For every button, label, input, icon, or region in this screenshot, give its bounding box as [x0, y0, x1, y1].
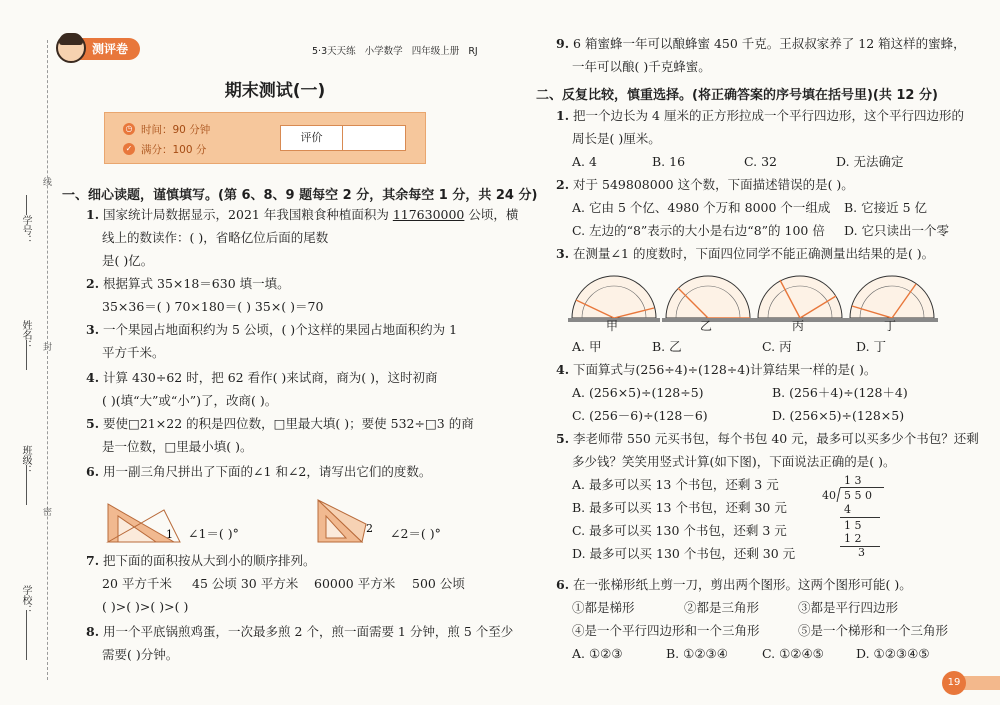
s1-q1-line2: 线上的数读作：( )，省略亿位后面的尾数	[102, 230, 329, 245]
s2-q4-option-b[interactable]: B. (256＋4)÷(128＋4)	[772, 385, 908, 400]
division-dividend: 5 5 0	[844, 489, 872, 502]
s1-q4-line1	[86, 370, 438, 386]
protractor-label-jia: 甲	[606, 319, 619, 333]
s1-q4-line2: ( )(填“大”或“小”)了，改商( )。	[102, 393, 278, 408]
s2-q1-text: 把一个边长为 4 厘米的正方形拉成一个平行四边形，这个平行四边形的	[573, 108, 964, 123]
angle-1-answer: ∠1＝( )°	[188, 526, 239, 541]
s1-q9-line1	[556, 36, 966, 52]
s1-q9-text: 6 箱蜜蜂一年可以酿蜂蜜 450 千克。王叔叔家养了 12 箱这样的蜜蜂，	[573, 36, 966, 51]
s2-q1-option-c[interactable]: C. 32	[744, 154, 777, 169]
angle-2-figure	[314, 494, 384, 546]
section-2-title: 二、反复比较，慎重选择。(将正确答案的序号填在括号里)(共 12 分)	[536, 88, 938, 103]
protractor-bing	[754, 276, 846, 322]
protractor-label-yi: 乙	[700, 319, 713, 333]
s2-q6-line1	[556, 577, 912, 593]
division-step-3: 1 2	[844, 532, 862, 545]
s1-q7-line1	[86, 553, 316, 569]
s1-q7-item-3: 60000 平方米	[314, 576, 396, 591]
s1-q8-line2: 需要( )分钟。	[102, 647, 179, 662]
s2-q2-option-a[interactable]: A. 它由 5 个亿、4980 个万和 8000 个一组成	[572, 200, 831, 215]
s1-q6-text: 用一副三角尺拼出了下面的∠1 和∠2，请写出它们的度数。	[103, 464, 432, 479]
s2-q6-number: 6.	[556, 577, 570, 592]
full-score: 满分：100 分	[141, 144, 207, 156]
s1-q8-text: 用一个平底锅煎鸡蛋，一次最多煎 2 个，煎一面需要 1 分钟，煎 5 个至少	[103, 624, 514, 639]
protractor-ding	[846, 276, 938, 322]
division-divisor: 40	[822, 489, 836, 502]
s2-q1-number: 1.	[556, 108, 570, 123]
seal-glyph-seal: 封	[43, 343, 53, 353]
s1-q3-line1	[86, 322, 457, 338]
s1-q2-line2: 35×36＝( ) 70×180＝( ) 35×( )＝70	[102, 299, 324, 314]
division-step-2: 1 5	[844, 519, 862, 532]
s2-q3-line1	[556, 246, 934, 262]
s1-q9-line2: 一年可以酿( )千克蜂蜜。	[572, 59, 711, 74]
s2-q1-option-a[interactable]: A. 4	[572, 154, 597, 169]
s2-q2-option-b[interactable]: B. 它接近 5 亿	[844, 200, 928, 215]
time-limit: 时间：90 分钟	[141, 124, 211, 136]
s1-q6-number: 6.	[86, 464, 100, 479]
page-number: 19	[942, 671, 966, 695]
s2-q5-option-d[interactable]: D. 最多可以买 130 个书包，还剩 30 元	[572, 546, 796, 561]
s1-q5-number: 5.	[86, 416, 100, 431]
division-bar	[840, 487, 884, 488]
s1-q1-text-b: 公顷，横	[464, 207, 519, 222]
angle-2-answer: ∠2＝( )°	[390, 526, 441, 541]
s1-q5-line2: 是一位数，□里最小填( )。	[102, 439, 253, 454]
s2-q2-option-d[interactable]: D. 它只读出一个零	[844, 223, 950, 238]
s1-q7-answer-line: ( )>( )>( )>( )	[102, 599, 189, 614]
s1-q9-number: 9.	[556, 36, 570, 51]
s2-q3-option-b[interactable]: B. 乙	[652, 339, 682, 354]
student-id-label: 学号：	[20, 215, 31, 245]
s2-q3-text: 在测量∠1 的度数时，下面四位同学不能正确测量出结果的是( )。	[573, 246, 935, 261]
angle-1-figure	[104, 496, 184, 546]
s2-q5-line1	[556, 431, 979, 447]
s2-q3-option-a[interactable]: A. 甲	[572, 339, 602, 354]
section-1-title: 一、细心读题，谨慎填写。(第 6、8、9 题每空 2 分，其余每空 1 分，共 24 分)	[62, 188, 538, 203]
grade-name: 四年级上册	[411, 46, 460, 57]
s2-q3-option-d[interactable]: D. 丁	[856, 339, 887, 354]
division-rule-1	[840, 517, 880, 518]
s2-q6-choice-1: ①都是梯形	[572, 600, 635, 615]
s1-q1-number: 1.	[86, 207, 100, 222]
binding-dashed-line	[47, 40, 48, 680]
s2-q6-choice-4: ④是一个平行四边形和一个三角形	[572, 623, 760, 638]
s1-q3-text: 一个果园占地面积约为 5 公顷，( )个这样的果园占地面积约为 1	[103, 322, 458, 337]
s2-q1-line1	[556, 108, 964, 124]
s2-q6-option-c[interactable]: C. ①②④⑤	[762, 646, 824, 661]
clock-icon: ◷	[123, 123, 135, 135]
class-label: 班级：	[20, 445, 31, 475]
page-header	[312, 43, 478, 57]
s2-q3-option-c[interactable]: C. 丙	[762, 339, 792, 354]
s1-q7-item-4: 500 公顷	[412, 576, 465, 591]
s2-q4-line1	[556, 362, 876, 378]
division-remainder: 3	[858, 546, 865, 559]
s1-q5-text: 要使□21×22 的积是四位数，□里最大填( )；要使 532÷□3 的商	[103, 416, 474, 431]
mascot-icon	[56, 33, 86, 63]
evaluation-box[interactable]	[280, 125, 406, 151]
s1-q7-text: 把下面的面积按从大到小的顺序排列。	[103, 553, 316, 568]
s1-q6-line1	[86, 464, 431, 480]
s1-q1-text-a: 国家统计局数据显示，2021 年我国粮食种植面积为	[103, 207, 393, 222]
s2-q6-choice-3: ③都是平行四边形	[798, 600, 899, 615]
s2-q1-option-d[interactable]: D. 无法确定	[836, 154, 904, 169]
s1-q1-line1	[86, 207, 518, 223]
division-bracket	[837, 488, 841, 502]
angle-1-mark: 1	[166, 528, 173, 541]
s1-q8-line1	[86, 624, 513, 640]
s1-q1-line3: 是( )亿。	[102, 253, 154, 268]
s1-q7-item-1: 20 平方千米	[102, 576, 172, 591]
s2-q4-option-c[interactable]: C. (256－6)÷(128－6)	[572, 408, 708, 423]
s2-q5-text: 李老师带 550 元买书包，每个书包 40 元，最多可以买多少个书包？还剩	[573, 431, 979, 446]
protractor-label-ding: 丁	[884, 319, 897, 333]
page-title: 期末测试(一)	[224, 81, 326, 101]
division-quotient: 1 3	[844, 474, 862, 487]
s2-q4-option-a[interactable]: A. (256×5)÷(128÷5)	[572, 385, 704, 400]
check-icon: ✓	[123, 143, 135, 155]
s1-q7-number: 7.	[86, 553, 100, 568]
seal-glyph-line: 线	[43, 178, 53, 188]
s2-q6-option-b[interactable]: B. ①②③④	[666, 646, 728, 661]
s2-q6-option-d[interactable]: D. ①②③④⑤	[856, 646, 930, 661]
s2-q5-number: 5.	[556, 431, 570, 446]
s2-q5-line2: 多少钱？笑笑用竖式计算(如下图)，下面说法正确的是( )。	[572, 454, 896, 469]
s1-q4-number: 4.	[86, 370, 100, 385]
s1-q3-number: 3.	[86, 322, 100, 337]
s1-q1-number-value: 117630000	[392, 207, 465, 222]
s1-q7-item-2: 45 公顷 30 平方米	[192, 576, 299, 591]
student-id-line	[26, 195, 27, 215]
s2-q6-text: 在一张梯形纸上剪一刀，剪出两个图形。这两个图形可能( )。	[573, 577, 912, 592]
s2-q5-option-c[interactable]: C. 最多可以买 130 个书包，还剩 3 元	[572, 523, 787, 538]
test-badge: 测评卷	[62, 38, 140, 60]
protractor-jia	[568, 276, 660, 322]
edition-name: RJ	[468, 46, 478, 57]
s1-q4-text: 计算 430÷62 时，把 62 看作( )来试商，商为( )，这时初商	[103, 370, 438, 385]
series-name: 5·3天天练	[312, 46, 356, 57]
evaluation-label: 评价	[281, 126, 343, 150]
s2-q1-option-b[interactable]: B. 16	[652, 154, 686, 169]
angle-2-mark: 2	[366, 522, 373, 535]
s2-q1-line2: 周长是( )厘米。	[572, 131, 661, 146]
s2-q6-option-a[interactable]: A. ①②③	[572, 646, 623, 661]
seal-glyph-secret: 密	[43, 508, 53, 518]
s2-q4-number: 4.	[556, 362, 570, 377]
s2-q6-choice-5: ⑤是一个梯形和一个三角形	[798, 623, 949, 638]
protractor-yi	[662, 276, 754, 322]
s2-q2-option-c[interactable]: C. 左边的“8”表示的大小是右边“8”的 100 倍	[572, 223, 825, 238]
s2-q6-choice-2: ②都是三角形	[684, 600, 760, 615]
long-division-figure	[818, 474, 888, 558]
s2-q5-option-a[interactable]: A. 最多可以买 13 个书包，还剩 3 元	[572, 477, 779, 492]
s1-q5-line1	[86, 416, 474, 432]
s1-q3-line2: 平方千米。	[102, 345, 165, 360]
s2-q4-option-d[interactable]: D. (256×5)÷(128×5)	[772, 408, 905, 423]
s2-q4-text: 下面算式与(256÷4)÷(128÷4)计算结果一样的是( )。	[573, 362, 877, 377]
s1-q2-text: 根据算式 35×18＝630 填一填。	[103, 276, 290, 291]
s1-q2-number: 2.	[86, 276, 100, 291]
s2-q3-number: 3.	[556, 246, 570, 261]
s2-q2-text: 对于 549808000 这个数，下面描述错误的是( )。	[573, 177, 854, 192]
name-label: 姓名：	[20, 320, 31, 350]
school-line	[26, 610, 27, 660]
subject-name: 小学数学	[364, 46, 403, 57]
s2-q5-option-b[interactable]: B. 最多可以买 13 个书包，还剩 30 元	[572, 500, 787, 515]
s1-q2-line1	[86, 276, 290, 292]
school-label: 学校：	[20, 585, 31, 615]
s2-q2-number: 2.	[556, 177, 570, 192]
s2-q2-line1	[556, 177, 854, 193]
division-step-1: 4	[844, 503, 851, 516]
protractor-label-bing: 丙	[792, 319, 805, 333]
s1-q8-number: 8.	[86, 624, 100, 639]
